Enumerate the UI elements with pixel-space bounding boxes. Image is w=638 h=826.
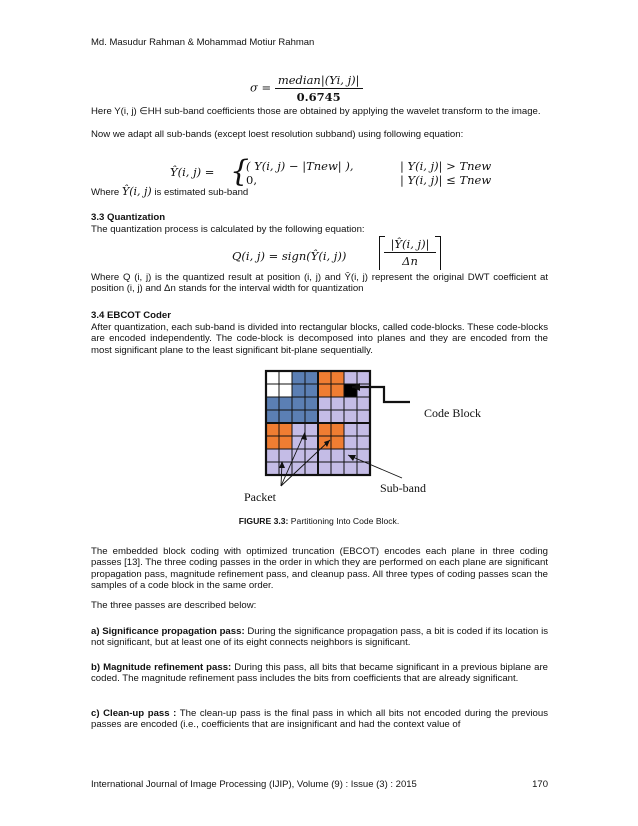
grid-cell <box>331 384 344 397</box>
eq-sigma-denominator: 0.6745 <box>296 90 341 104</box>
eq-sigma-lhs: σ = <box>250 80 272 95</box>
para-pass-a <box>91 626 548 649</box>
grid-cell <box>279 384 292 397</box>
grid-cell <box>357 397 370 410</box>
para-ebcot-planes: The embedded block coding with optimized truncation (EBCOT) encodes each plane in three coding passes [13]. The three coding passes in the order in which they are performed on each plane are significant propagation pass, magnitude refinement pass, and cleanup pass. All three types of coding passes scan the samples of a code block in the same order. <box>91 546 548 592</box>
pass-c-text: The clean-up pass is the final pass in which all bits not encoded during the previous passes are encoded (i.e., coefficients that are insignificant and had the context value of <box>91 708 548 731</box>
grid-cell <box>305 397 318 410</box>
eq-quant-lhs: Q(i, j) = sign(Ŷ(i, j)) <box>232 249 347 263</box>
section-quantization-intro: The quantization process is calculated by the following equation: <box>91 224 365 235</box>
grid-cell <box>305 436 318 449</box>
grid-cell <box>331 462 344 475</box>
para-where-quantized: Where Q (i, j) is the quantized result at position (i, j) and Ŷ(i, j) represent the original DWT coefficient at position (i, j) and Δn stands for the interval width for quantization <box>91 272 548 295</box>
eq-quant-numerator: |Ŷ(i, j)| <box>384 237 436 253</box>
section-ebcot-title: 3.4 EBCOT Coder <box>91 310 171 321</box>
grid-cell <box>292 462 305 475</box>
grid-cell <box>305 423 318 436</box>
grid-cell <box>305 410 318 423</box>
running-header: Md. Masudur Rahman & Mohammad Motiur Rahman <box>91 37 315 48</box>
grid-cell <box>279 371 292 384</box>
grid-cell <box>318 410 331 423</box>
grid-cell <box>331 449 344 462</box>
label-sub-band: Sub-band <box>380 481 426 495</box>
grid-cell <box>318 423 331 436</box>
grid-cell <box>292 423 305 436</box>
grid-cell <box>279 410 292 423</box>
grid-cell <box>279 449 292 462</box>
grid-cell <box>331 371 344 384</box>
grid-cell <box>292 371 305 384</box>
grid-cell <box>344 397 357 410</box>
grid-cell <box>266 397 279 410</box>
grid-cell <box>279 423 292 436</box>
grid-cell <box>305 462 318 475</box>
figure-caption-number: FIGURE 3.3: <box>238 516 289 526</box>
grid-cell <box>266 371 279 384</box>
pass-a-title: a) Significance propagation pass: <box>91 626 245 637</box>
grid-cell <box>266 462 279 475</box>
eq-threshold-case2-cond: | Y(i, j)| ≤ Tnew <box>400 173 492 187</box>
grid-cell <box>344 462 357 475</box>
eq-threshold-brace: { <box>230 154 250 189</box>
where1-suffix: is estimated sub-band <box>154 187 249 198</box>
para-pass-b <box>91 662 548 685</box>
eq-quant-denominator: Δn <box>402 254 418 268</box>
grid-cell <box>292 397 305 410</box>
label-packet: Packet <box>244 490 276 504</box>
para-adapt: Now we adapt all sub-bands (except loest resolution subband) using following equation: <box>91 129 464 140</box>
grid-cell <box>318 384 331 397</box>
grid-cell <box>318 462 331 475</box>
grid-cell <box>331 397 344 410</box>
footer-journal: International Journal of Image Processing (IJIP), Volume (9) : Issue (3) : 2015 <box>91 779 417 790</box>
grid-cell <box>292 410 305 423</box>
grid-cell <box>279 436 292 449</box>
grid-cell <box>357 436 370 449</box>
grid-cell <box>318 449 331 462</box>
section-ebcot-body: After quantization, each sub-band is divided into rectangular blocks, called code-blocks. These code-blocks are encoded independently. The code-block is decomposed into planes and they are encoded from the most significant plane to the least significant bit-plane sequentially. <box>91 322 548 356</box>
grid-cell <box>318 397 331 410</box>
grid-cell <box>266 384 279 397</box>
grid-cell <box>305 449 318 462</box>
para-here: Here Y(i, j) ∈HH sub-band coefficients those are obtained by applying the wavelet transform to the image. <box>91 106 541 117</box>
grid-cell <box>331 423 344 436</box>
eq-threshold-case1-cond: | Y(i, j)| > Tnew <box>400 159 492 173</box>
eq-threshold-lhs: Ŷ(i, j) = <box>170 165 215 179</box>
grid-cell <box>344 371 357 384</box>
para-three-passes: The three passes are described below: <box>91 600 257 611</box>
grid-cell <box>357 410 370 423</box>
section-quantization-title: 3.3 Quantization <box>91 212 166 223</box>
figure-caption-text: Partitioning Into Code Block. <box>288 516 400 526</box>
grid-cell <box>292 449 305 462</box>
where1-symbol: Ŷ(i, j) <box>121 185 152 198</box>
grid-cell <box>331 436 344 449</box>
eq-threshold-case2-expr: 0, <box>246 173 257 187</box>
grid-cell <box>344 436 357 449</box>
grid-cell <box>344 423 357 436</box>
grid-cell <box>357 423 370 436</box>
grid-cell <box>305 384 318 397</box>
label-code-block: Code Block <box>424 406 481 420</box>
pass-a-text: During the significance propagation pass, a bit is coded if its location is not significant, but at least one of its eight connects neighbors is significant. <box>91 626 549 649</box>
grid-cell <box>266 449 279 462</box>
para-pass-c <box>91 708 548 731</box>
grid-cell <box>279 397 292 410</box>
pass-c-title: c) Clean-up pass : <box>91 708 177 719</box>
grid-cell <box>266 423 279 436</box>
grid-cell <box>331 410 344 423</box>
pass-b-title: b) Magnitude refinement pass: <box>91 662 232 673</box>
where1-prefix: Where <box>91 187 120 198</box>
pass-b-text: During this pass, all bits that became significant in a previous biplane are coded. The magnitude refinement pass includes the bits from coefficients that are already significant. <box>91 662 548 685</box>
eq-threshold-case1-expr: ( Y(i, j) − |Tnew| ), <box>246 159 354 173</box>
eq-sigma-numerator: median|(Yi, j)| <box>275 73 363 89</box>
grid-cell <box>357 371 370 384</box>
grid-cell <box>305 371 318 384</box>
grid-cell <box>318 371 331 384</box>
figure-caption <box>0 516 638 526</box>
footer-page-number: 170 <box>532 779 548 790</box>
grid-cell <box>344 410 357 423</box>
grid-cell <box>292 384 305 397</box>
grid-cell <box>266 410 279 423</box>
grid-cell <box>266 436 279 449</box>
page-footer <box>91 779 548 790</box>
